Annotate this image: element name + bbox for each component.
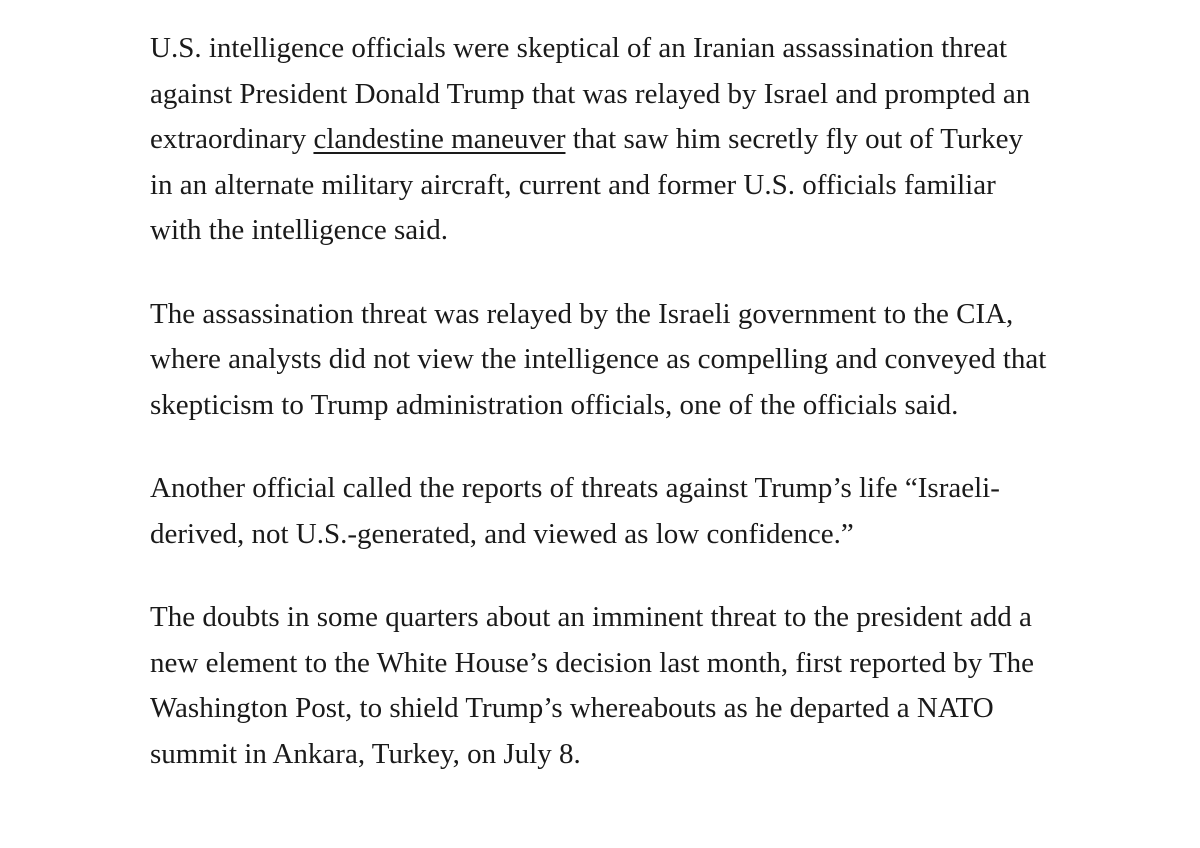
article-body [150, 26, 1050, 815]
article-paragraph-3: Another official called the reports of threats against Trump’s life “Israeli-derived, not U.S.-generated, and viewed as low confidence.” [150, 472, 1000, 550]
article-paragraph-4: The doubts in some quarters about an imminent threat to the president add a new element to the White House’s decision last month, first reported by The Washington Post, to shield Trump’s whereabouts as he departed a NATO summit in Ankara, Turkey, on July 8. [150, 601, 1035, 770]
paragraph-1-text-after-link: that saw him secretly fly out of Turkey in an alternate military aircraft, current and former U.S. officials familiar with the intelligence said. [150, 123, 1023, 246]
article-paragraph-1 [150, 26, 1050, 254]
article-paragraph-2: The assassination threat was relayed by the Israeli government to the CIA, where analysts did not view the intelligence as compelling and conveyed that skepticism to Trump administration officials, one of the officials said. [150, 297, 1047, 421]
paragraph-1-text-before-link: U.S. intelligence officials were skeptical of an Iranian assassination threat against President Donald Trump that was relayed by Israel and prompted an extraordinary [150, 32, 1031, 155]
clandestine-maneuver-link[interactable]: clandestine maneuver [313, 123, 566, 155]
